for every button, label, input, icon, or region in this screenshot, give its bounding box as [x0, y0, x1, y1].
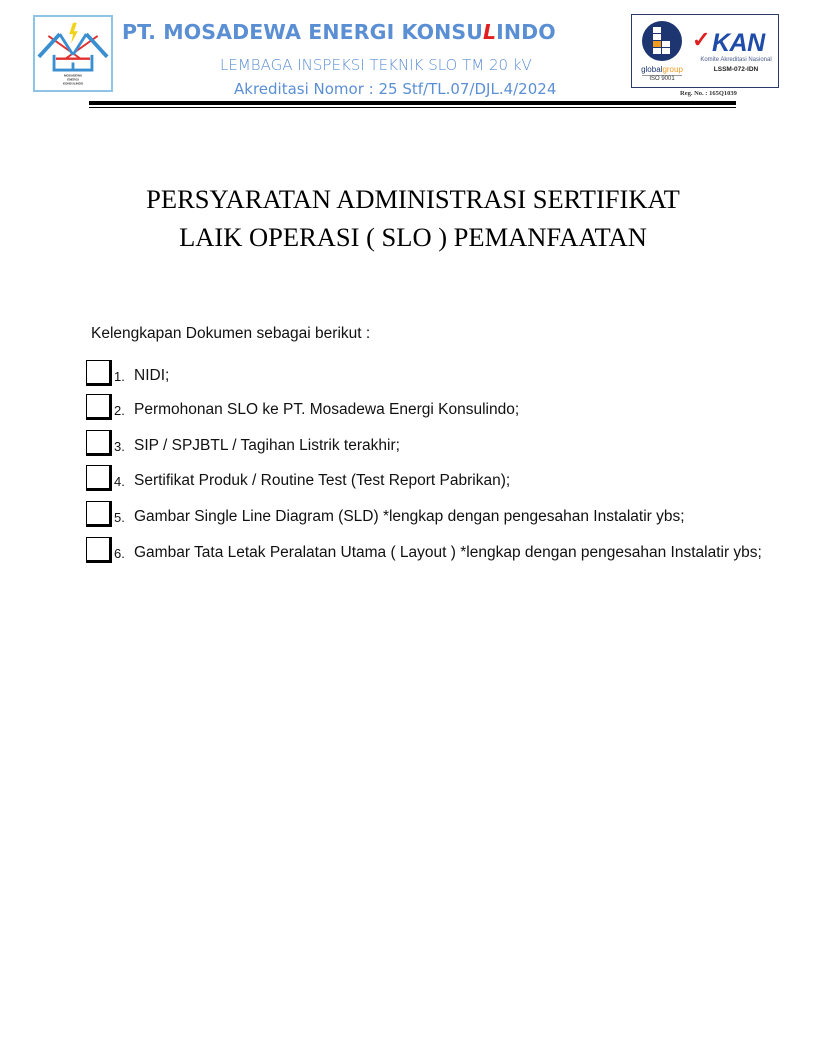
- item-number: 5.: [114, 510, 125, 525]
- item-number: 3.: [114, 439, 125, 454]
- checklist-checkbox[interactable]: [86, 501, 112, 527]
- iso-label: ISO 9001: [642, 75, 682, 82]
- checklist-item: [86, 430, 400, 456]
- checklist-item: [86, 537, 762, 563]
- institution-subtitle: LEMBAGA INSPEKSI TEKNIK SLO TM 20 kV: [220, 56, 532, 74]
- item-number: 1.: [114, 369, 125, 384]
- item-label: SIP / SPJBTL / Tagihan Listrik terakhir;: [134, 437, 400, 454]
- svg-text:MOSADEWA: MOSADEWA: [63, 73, 83, 78]
- item-number: 6.: [114, 546, 125, 561]
- item-label: Gambar Tata Letak Peralatan Utama ( Layout ) *lengkap dengan pengesahan Instalatir ybs;: [134, 544, 762, 561]
- svg-text:ENERGI: ENERGI: [67, 77, 79, 82]
- checklist-item: [86, 465, 510, 491]
- item-label: NIDI;: [134, 367, 170, 384]
- checklist-item: [86, 501, 685, 527]
- kan-wordmark: KAN: [712, 29, 765, 57]
- checklist-intro: Kelengkapan Dokumen sebagai berikut :: [91, 325, 371, 342]
- item-label: Permohonan SLO ke PT. Mosadewa Energi Konsulindo;: [134, 401, 520, 418]
- item-number: 2.: [114, 403, 125, 418]
- company-name-accent-letter: L: [483, 20, 497, 44]
- checklist-checkbox[interactable]: [86, 537, 112, 563]
- header-divider-thick: [89, 101, 736, 105]
- header-divider-thin: [89, 107, 736, 108]
- house-lightning-logo-icon: [35, 17, 111, 90]
- checklist-checkbox[interactable]: [86, 360, 112, 386]
- accreditation-number: Akreditasi Nomor : 25 Stf/TL.07/DJL.4/2024: [234, 80, 557, 98]
- item-label: Gambar Single Line Diagram (SLD) *lengkap dengan pengesahan Instalatir ybs;: [134, 508, 685, 525]
- globalgroup-wordmark: globalgroup: [641, 65, 683, 74]
- svg-text:KONSULINDO: KONSULINDO: [62, 81, 84, 86]
- checklist-checkbox[interactable]: [86, 430, 112, 456]
- certification-logos: [631, 14, 779, 88]
- checklist-checkbox[interactable]: [86, 394, 112, 420]
- kan-accreditation-id: LSSM-072-IDN: [713, 66, 759, 73]
- check-mark-icon: ✓: [692, 27, 711, 52]
- globalgroup-iso-logo: [636, 19, 688, 85]
- item-label: Sertifikat Produk / Routine Test (Test Report Pabrikan);: [134, 472, 511, 489]
- registration-number: Reg. No. : 165Q1039: [680, 90, 737, 97]
- checklist-item: [86, 360, 169, 386]
- company-name: PT. MOSADEWA ENERGI KONSULINDO: [122, 20, 556, 44]
- document-title: PERSYARATAN ADMINISTRASI SERTIFIKAT LAIK OPERASI ( SLO ) PEMANFAATAN: [146, 184, 680, 252]
- kan-subtitle: Komite Akreditasi Nasional: [700, 57, 772, 63]
- checklist-checkbox[interactable]: [86, 465, 112, 491]
- kan-logo: [692, 21, 778, 85]
- checklist-item: [86, 394, 519, 420]
- item-number: 4.: [114, 474, 125, 489]
- company-logo: [33, 15, 113, 92]
